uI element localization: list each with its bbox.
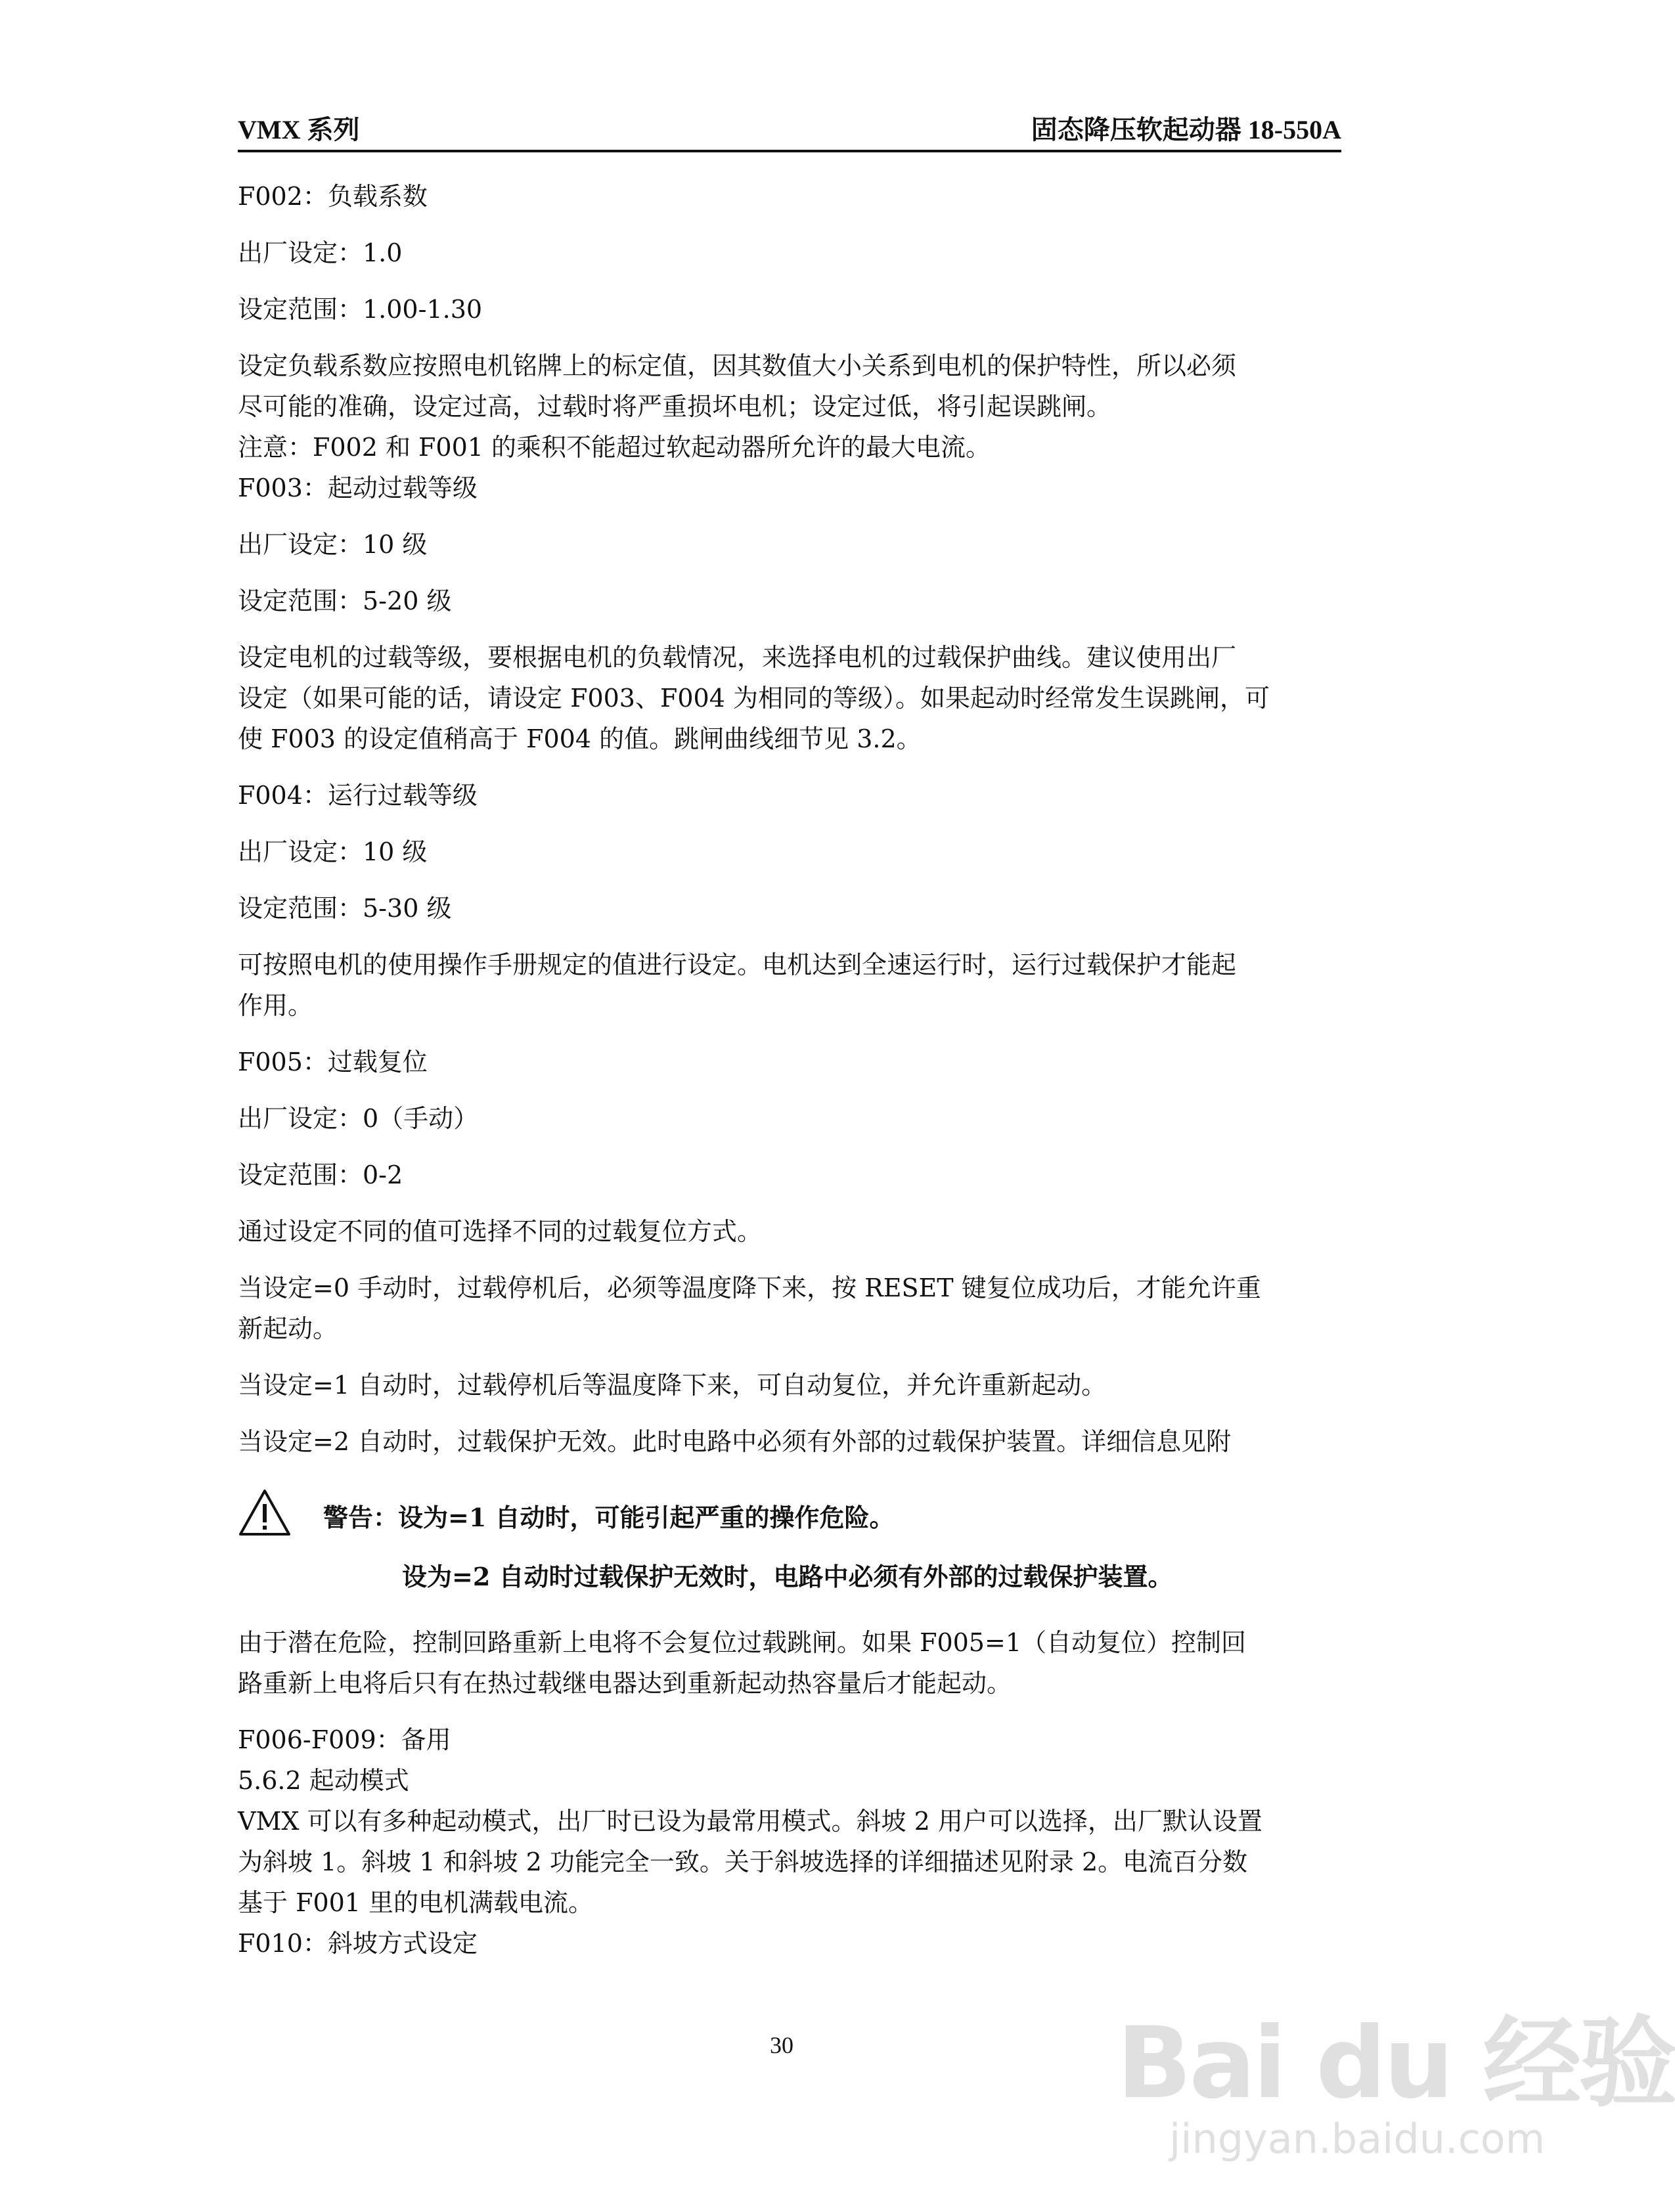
f003-desc-line3: 使 F003 的设定值稍高于 F004 的值。跳闸曲线细节见 3.2。 — [238, 724, 922, 753]
f004-title: F004：运行过载等级 — [238, 781, 478, 810]
f005-range: 设定范围：0-2 — [238, 1161, 403, 1189]
f005-desc: 通过设定不同的值可选择不同的过载复位方式。 — [238, 1217, 763, 1246]
warning-triangle-icon — [238, 1488, 292, 1537]
watermark-logo: Bai du 经验 — [1117, 2006, 1675, 2121]
f004-range: 设定范围：5-30 级 — [238, 894, 452, 923]
f010-title: F010：斜坡方式设定 — [238, 1929, 478, 1958]
f005-set1: 当设定=1 自动时，过载停机后等温度降下来，可自动复位，并允许重新起动。 — [238, 1371, 1107, 1400]
section-562-line1: VMX 可以有多种起动模式，出厂时已设为最常用模式。斜坡 2 用户可以选择，出厂默认设置 — [238, 1807, 1262, 1836]
f005-title: F005：过载复位 — [238, 1048, 428, 1076]
after-warning-line1: 由于潜在危险，控制回路重新上电将不会复位过载跳闸。如果 F005=1（自动复位）控制回 — [238, 1628, 1246, 1657]
warning-line1: 警告：设为=1 自动时，可能引起严重的操作危险。 — [323, 1503, 895, 1532]
f002-note: 注意：F002 和 F001 的乘积不能超过软起动器所允许的最大电流。 — [238, 433, 991, 462]
series-title: VMX 系列 — [238, 115, 360, 144]
f002-title: F002：负载系数 — [238, 182, 428, 211]
f002-desc-line2: 尽可能的准确，设定过高，过载时将严重损坏电机；设定过低，将引起误跳闸。 — [238, 392, 1112, 421]
product-title: 固态降压软起动器 18-550A — [1031, 115, 1341, 144]
f004-desc-line2: 作用。 — [238, 991, 313, 1020]
f002-desc-line1: 设定负载系数应按照电机铭牌上的标定值，因其数值大小关系到电机的保护特性，所以必须 — [238, 351, 1237, 380]
f006-title: F006-F009：备用 — [238, 1725, 451, 1754]
after-warning-line2: 路重新上电将后只有在热过载继电器达到重新起动热容量后才能起动。 — [238, 1669, 1012, 1698]
f005-set0-line1: 当设定=0 手动时，过载停机后，必须等温度降下来，按 RESET 键复位成功后，才能允许重 — [238, 1273, 1261, 1302]
f005-set0-line2: 新起动。 — [238, 1314, 338, 1343]
f003-range: 设定范围：5-20 级 — [238, 586, 452, 615]
page-content — [238, 176, 1341, 1964]
page-number: 30 — [770, 2032, 793, 2058]
watermark — [1117, 1983, 1675, 2180]
section-562-line3: 基于 F001 里的电机满载电流。 — [238, 1888, 594, 1917]
watermark-url: jingyan.baidu.com — [1169, 2115, 1546, 2163]
section-562-line2: 为斜坡 1。斜坡 1 和斜坡 2 功能完全一致。关于斜坡选择的详细描述见附录 2。电流百分数 — [238, 1847, 1248, 1876]
f004-factory-setting: 出厂设定：10 级 — [238, 837, 428, 866]
f003-title: F003：起动过载等级 — [238, 474, 478, 502]
section-562-title: 5.6.2 起动模式 — [238, 1766, 409, 1795]
f005-set2: 当设定=2 自动时，过载保护无效。此时电路中必须有外部的过载保护装置。详细信息见附 — [238, 1427, 1232, 1456]
f002-range: 设定范围：1.00-1.30 — [238, 295, 483, 324]
f004-desc-line1: 可按照电机的使用操作手册规定的值进行设定。电机达到全速运行时，运行过载保护才能起 — [238, 950, 1237, 979]
f003-factory-setting: 出厂设定：10 级 — [238, 530, 428, 559]
f003-desc-line2: 设定（如果可能的话，请设定 F003、F004 为相同的等级）。如果起动时经常发生误跳闸，可 — [238, 684, 1270, 713]
f002-factory-setting: 出厂设定：1.0 — [238, 238, 403, 267]
f003-desc-line1: 设定电机的过载等级，要根据电机的负载情况，来选择电机的过载保护曲线。建议使用出厂 — [238, 643, 1237, 672]
page-header — [238, 112, 1341, 152]
f005-factory-setting: 出厂设定：0（手动） — [238, 1104, 479, 1133]
warning-block — [238, 1488, 1341, 1541]
warning-line2: 设为=2 自动时过载保护无效时，电路中必须有外部的过载保护装置。 — [402, 1562, 1173, 1591]
